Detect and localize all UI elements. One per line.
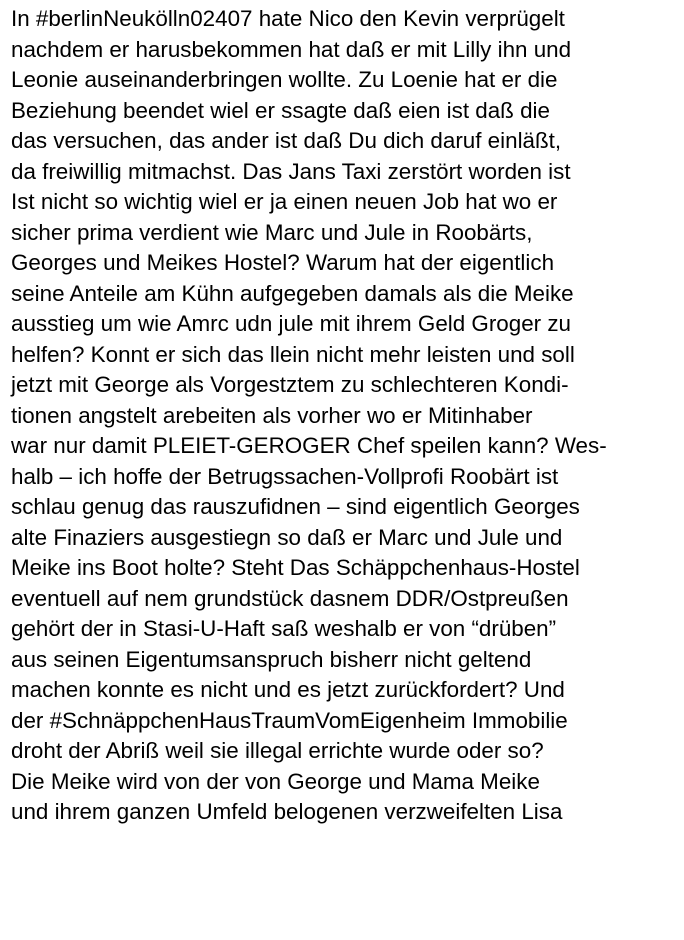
text-line: jetzt mit George als Vorgestztem zu schlechteren Kondi- <box>11 372 569 397</box>
text-line: Meike ins Boot holte? Steht Das Schäppchenhaus-Hostel <box>11 555 580 580</box>
text-line: aus seinen Eigentumsanspruch bisherr nicht geltend <box>11 646 532 672</box>
text-line: gehört der in Stasi-U-Haft saß weshalb er von “drüben” <box>11 616 557 641</box>
text-line: Leonie auseinanderbringen wollte. Zu Loenie hat er die <box>11 67 558 92</box>
text-line: der #SchnäppchenHausTraumVomEigenheim Immobilie <box>11 707 568 733</box>
text-line: das versuchen, das ander ist daß Du dich daruf einläßt, <box>11 128 562 153</box>
text-line: eventuell auf nem grundstück dasnem DDR/Ostpreußen <box>11 585 569 611</box>
text-line: machen konnte es nicht und es jetzt zurückfordert? Und <box>11 677 565 702</box>
text-line: halb – ich hoffe der Betrugssachen-Vollprofi Roobärt ist <box>11 463 559 489</box>
document-text <box>11 4 681 828</box>
text-line: alte Finaziers ausgestiegn so daß er Marc und Jule und <box>11 524 563 550</box>
text-line: da freiwillig mitmachst. Das Jans Taxi zerstört worden ist <box>11 158 571 184</box>
text-line: Georges und Meikes Hostel? Warum hat der eigentlich <box>11 250 555 275</box>
text-line: Die Meike wird von der von George und Mama Meike <box>11 768 540 794</box>
text-line: helfen? Konnt er sich das llein nicht mehr leisten und soll <box>11 341 575 367</box>
text-line: In #berlinNeukölln02407 hate Nico den Kevin verprügelt <box>11 6 565 31</box>
text-line: sicher prima verdient wie Marc und Jule in Roobärts, <box>11 219 533 245</box>
text-line: schlau genug das rauszufidnen – sind eigentlich Georges <box>11 494 580 519</box>
text-line: ausstieg um wie Amrc udn jule mit ihrem Geld Groger zu <box>11 311 571 336</box>
text-line: droht der Abriß weil sie illegal errichte wurde oder so? <box>11 738 544 763</box>
text-line: war nur damit PLEIET-GEROGER Chef speilen kann? Wes- <box>11 433 607 458</box>
text-line: nachdem er harusbekommen hat daß er mit Lilly ihn und <box>11 36 572 62</box>
text-line: tionen angstelt arebeiten als vorher wo er Mitinhaber <box>11 402 533 428</box>
text-line: Ist nicht so wichtig wiel er ja einen neuen Job hat wo er <box>11 189 558 214</box>
text-line: Beziehung beendet wiel er ssagte daß eien ist daß die <box>11 97 550 123</box>
text-line: und ihrem ganzen Umfeld belogenen verzweifelten Lisa <box>11 799 563 824</box>
text-line: seine Anteile am Kühn aufgegeben damals als die Meike <box>11 280 574 306</box>
